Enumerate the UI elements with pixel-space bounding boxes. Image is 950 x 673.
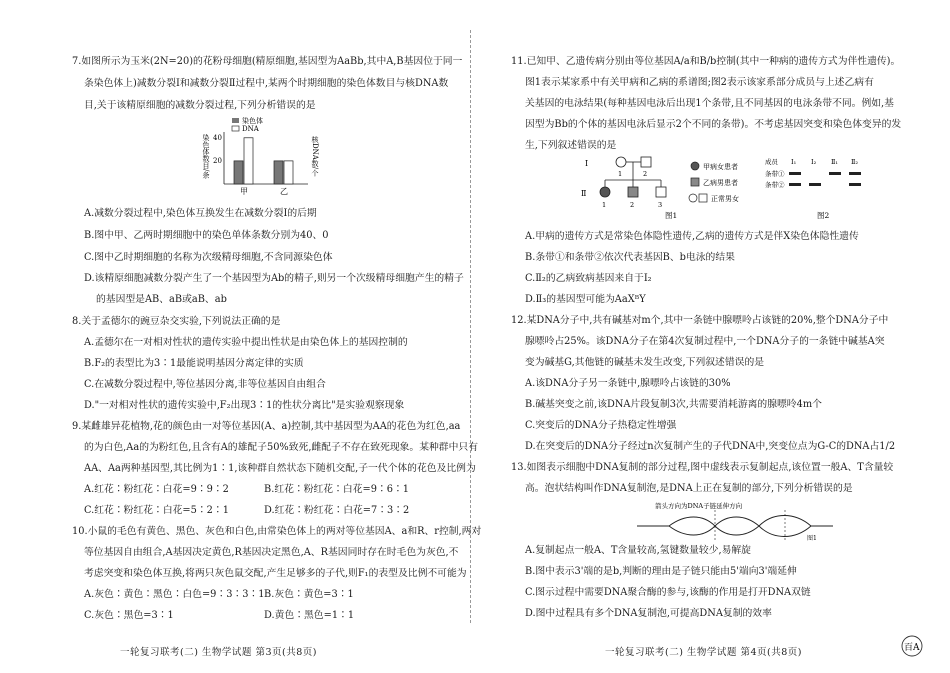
bubble-upper xyxy=(669,516,811,536)
q11-line5: 生,下列叙述错误的是 xyxy=(525,140,617,151)
q13-replication-figure xyxy=(635,498,835,544)
gel-II1: Ⅱ₁ xyxy=(831,158,839,166)
seal-icon xyxy=(900,634,924,658)
pedigree-I1 xyxy=(616,157,626,167)
legend-yi-male-icon xyxy=(691,178,699,186)
q9-option-c: C.红花∶粉红花∶白花=5∶2∶1 xyxy=(84,505,229,516)
q10-option-b: B.灰色∶黄色=3∶1 xyxy=(264,589,354,600)
q8-stem: 8.关于孟德尔的豌豆杂交实验,下列说法正确的是 xyxy=(72,316,281,327)
figure-side-label: 图1 xyxy=(807,535,817,542)
legend-normal: 正常男女 xyxy=(711,195,739,203)
q11-option-b: B.条带①和条带②依次代表基因B、b电泳的结果 xyxy=(525,252,735,263)
q7-option-a: A.减数分裂过程中,染色体互换发生在减数分裂Ⅰ的后期 xyxy=(84,208,317,219)
pedigree-I2 xyxy=(641,157,651,167)
band-II2-1 xyxy=(849,172,861,175)
q13-option-c: C.图示过程中需要DNA聚合酶的参与,该酶的作用是打开DNA双链 xyxy=(525,587,811,598)
q11-line4: 因型为Bb的个体的基因电泳后显示2个不同的条带)。不考虑基因突变和染色体变异的发 xyxy=(525,119,902,130)
legend-chromosome-label: 染色体 xyxy=(242,117,263,125)
legend-dna-label: DNA xyxy=(242,125,259,133)
bar-yi-chromosome xyxy=(274,161,283,184)
q13-option-a: A.复制起点一般A、T含量较高,氢键数量较少,易解旋 xyxy=(525,545,751,556)
q9-option-b: B.红花∶粉红花∶白花=9∶6∶1 xyxy=(264,484,409,495)
q10-line1: 10.小鼠的毛色有黄色、黑色、灰色和白色,由常染色体上的两对等位基因A、a和R、r控制,两对 xyxy=(72,526,482,537)
band-I2-2 xyxy=(809,183,821,186)
q7-option-c: C.图中乙时期细胞的名称为次级精母细胞,不含同源染色体 xyxy=(84,252,333,263)
q11-option-c: C.Ⅱ₂的乙病致病基因来自于Ⅰ₂ xyxy=(525,273,652,284)
bubble-lower xyxy=(669,517,811,537)
q10-option-c: C.灰色∶黑色=3∶1 xyxy=(84,610,174,621)
legend-yi-male: 乙病男患者 xyxy=(703,179,738,187)
q9-option-a: A.红花∶粉红花∶白花=9∶9∶2 xyxy=(84,484,229,495)
q13-option-d: D.图中过程具有多个DNA复制泡,可提高DNA复制的效率 xyxy=(525,608,772,619)
exam-seal xyxy=(900,634,924,658)
q13-line2: 高。泡状结构叫作DNA复制泡,是DNA上正在复制的部分,下列分析错误的是 xyxy=(525,483,853,494)
q12-line1: 12.某DNA分子中,共有碱基对m个,其中一条链中腺嘌呤占该链的20%,整个DNA分子中 xyxy=(511,315,889,326)
gel-band2-label: 条带② xyxy=(765,181,785,189)
legend-dna-swatch xyxy=(232,126,239,131)
label-I2: 2 xyxy=(643,170,648,178)
q7-option-d1: D.该精原细胞减数分裂产生了一个基因型为Ab的精子,则另一个次级精母细胞产生的精子 xyxy=(84,273,464,284)
q7-line1: 7.如图所示为玉米(2N=20)的花粉母细胞(精原细胞,基因型为AaBb,其中A,B基因位于同一 xyxy=(72,56,463,67)
bar-yi-dna xyxy=(284,161,293,184)
band-II1-1 xyxy=(829,172,841,175)
legend-normal-male-icon xyxy=(699,194,707,202)
q12-option-c: C.突变后的DNA分子热稳定性增强 xyxy=(525,420,677,431)
category-yi: 乙 xyxy=(280,187,288,196)
band-I1-2 xyxy=(789,183,801,186)
q10-line3: 考虑突变和染色体互换,将两只灰色鼠交配,产生足够多的子代,则F₁的表型及比例不可能为 xyxy=(84,568,467,579)
pedigree-II1 xyxy=(600,187,610,197)
legend-jia-female-icon xyxy=(691,162,699,170)
q11-line1: 11.已知甲、乙遗传病分别由等位基因A/a和B/b控制(其中一种病的遗传方式为伴性遗传)。 xyxy=(511,56,901,67)
figure2-caption: 图2 xyxy=(817,211,830,220)
q12-line3: 变为碱基G,其他链的碱基未发生改变,下列叙述错误的是 xyxy=(525,357,765,368)
q7-option-b: B.图中甲、乙两时期细胞中的染色单体条数分别为40、0 xyxy=(84,230,329,241)
label-II1: 1 xyxy=(602,201,607,209)
gel-II2: Ⅱ₂ xyxy=(851,158,859,166)
q12-line2: 腺嘌呤占25%。该DNA分子在第4次复制过程中,一个DNA分子的一条链中碱基A突 xyxy=(525,336,885,347)
q8-option-d: D."一对相对性状的遗传实验中,F₂出现3∶1的性状分离比"是实验观察现象 xyxy=(84,400,405,411)
pedigree-II2 xyxy=(628,187,638,197)
q10-option-a: A.灰色∶黄色∶黑色∶白色=9∶3∶3∶1 xyxy=(84,589,265,600)
tick-40: 40 xyxy=(213,133,222,142)
category-jia: 甲 xyxy=(240,187,248,196)
chart-ylabel-right: 核DNA数/个 xyxy=(311,136,319,177)
generation-II: Ⅱ xyxy=(581,189,587,198)
generation-I: Ⅰ xyxy=(585,159,589,168)
q9-line2: 的为白色,Aa的为粉红色,且含有A的雄配子50%致死,雌配子不存在致死现象。某种群中只有 xyxy=(84,442,478,453)
q12-option-b: B.碱基突变之前,该DNA片段复制3次,共需要消耗游离的腺嘌呤4m个 xyxy=(525,399,822,410)
q11-line3: 关基因的电泳结果(每种基因电泳后出现1个条带,且不同基因的电泳条带不同。例如,基 xyxy=(525,98,894,109)
legend-jia-female: 甲病女患者 xyxy=(703,163,738,171)
page3-footer: 一轮复习联考(二) 生物学试题 第3页(共8页) xyxy=(120,647,317,658)
q9-line3: AA、Aa两种基因型,其比例为1∶1,该种群自然状态下随机交配,子一代个体的花色及比例为 xyxy=(84,463,476,474)
gel-I2: Ⅰ₂ xyxy=(811,158,817,166)
q8-option-c: C.在减数分裂过程中,等位基因分离,非等位基因自由组合 xyxy=(84,379,326,390)
q7-line2: 条染色体上)减数分裂Ⅰ和减数分裂Ⅱ过程中,某两个时期细胞的染色体数目与核DNA数 xyxy=(84,78,449,89)
bar-jia-dna xyxy=(244,138,253,184)
q13-line1: 13.如图表示细胞中DNA复制的部分过程,图中虚线表示复制起点,该位置一般A、T含量较 xyxy=(511,462,894,473)
q11-line2: 图1表示某家系中有关甲病和乙病的系谱图;图2表示该家系部分成员与上述乙病有 xyxy=(525,77,874,88)
q8-option-a: A.孟德尔在一对相对性状的遗传实验中提出性状是由染色体上的基因控制的 xyxy=(84,337,408,348)
q11-figures xyxy=(565,152,895,224)
q7-line3: 目,关于该精原细胞的减数分裂过程,下列分析错误的是 xyxy=(84,100,316,111)
q7-bar-chart xyxy=(200,114,350,198)
q9-line1: 9.某雌雄异花植物,花的颜色由一对等位基因(A、a)控制,其中基因型为AA的花色为红色,aa xyxy=(72,421,461,432)
chart-ylabel-left: 染色体数目/条 xyxy=(202,134,210,179)
band-I1-1 xyxy=(789,172,801,175)
q9-option-d: D.红花∶粉红花∶白花=7∶3∶2 xyxy=(264,505,410,516)
q7-option-d2: 的基因型是AB、aB或aB、ab xyxy=(96,294,227,305)
pedigree-II3 xyxy=(656,187,666,197)
q8-option-b: B.F₂的表型比为3∶1最能说明基因分离定律的实质 xyxy=(84,358,304,369)
legend-chromosome-swatch xyxy=(232,118,239,123)
label-I1: 1 xyxy=(618,170,623,178)
q11-option-a: A.甲病的遗传方式是常染色体隐性遗传,乙病的遗传方式是伴X染色体隐性遗传 xyxy=(525,231,859,242)
page4-footer: 一轮复习联考(二) 生物学试题 第4页(共8页) xyxy=(605,647,802,658)
figure1-caption: 图1 xyxy=(665,211,678,220)
label-II3: 3 xyxy=(658,201,663,209)
q10-option-d: D.黄色∶黑色=1∶1 xyxy=(264,610,355,621)
gel-band1-label: 条带① xyxy=(765,170,785,178)
q12-option-a: A.该DNA分子另一条链中,腺嘌呤占该链的30% xyxy=(525,378,731,389)
band-II2-2 xyxy=(849,183,861,186)
tick-20: 20 xyxy=(213,156,222,165)
seal-text: 百A xyxy=(904,643,920,653)
gel-member-header: 成员 xyxy=(765,158,778,166)
legend-normal-female-icon xyxy=(689,194,697,202)
q12-option-d: D.在突变后的DNA分子经过n次复制产生的子代DNA中,突变位点为G-C的DNA占1/2 xyxy=(525,441,896,452)
bar-jia-chromosome xyxy=(234,161,243,184)
page-4 xyxy=(475,0,950,673)
label-II2: 2 xyxy=(630,201,635,209)
q13-option-b: B.图中表示3'端的是b,判断的理由是子链只能由5'端向3'端延伸 xyxy=(525,566,797,577)
q10-line2: 等位基因自由组合,A基因决定黄色,R基因决定黑色,A、R基因同时存在时毛色为灰色,不 xyxy=(84,547,459,558)
gel-I1: Ⅰ₁ xyxy=(791,158,797,166)
figure-annotation: 箭头方向为DNA子链延伸方向 xyxy=(655,502,743,510)
q11-option-d: D.Ⅱ₃的基因型可能为AaXᴮY xyxy=(525,294,646,305)
